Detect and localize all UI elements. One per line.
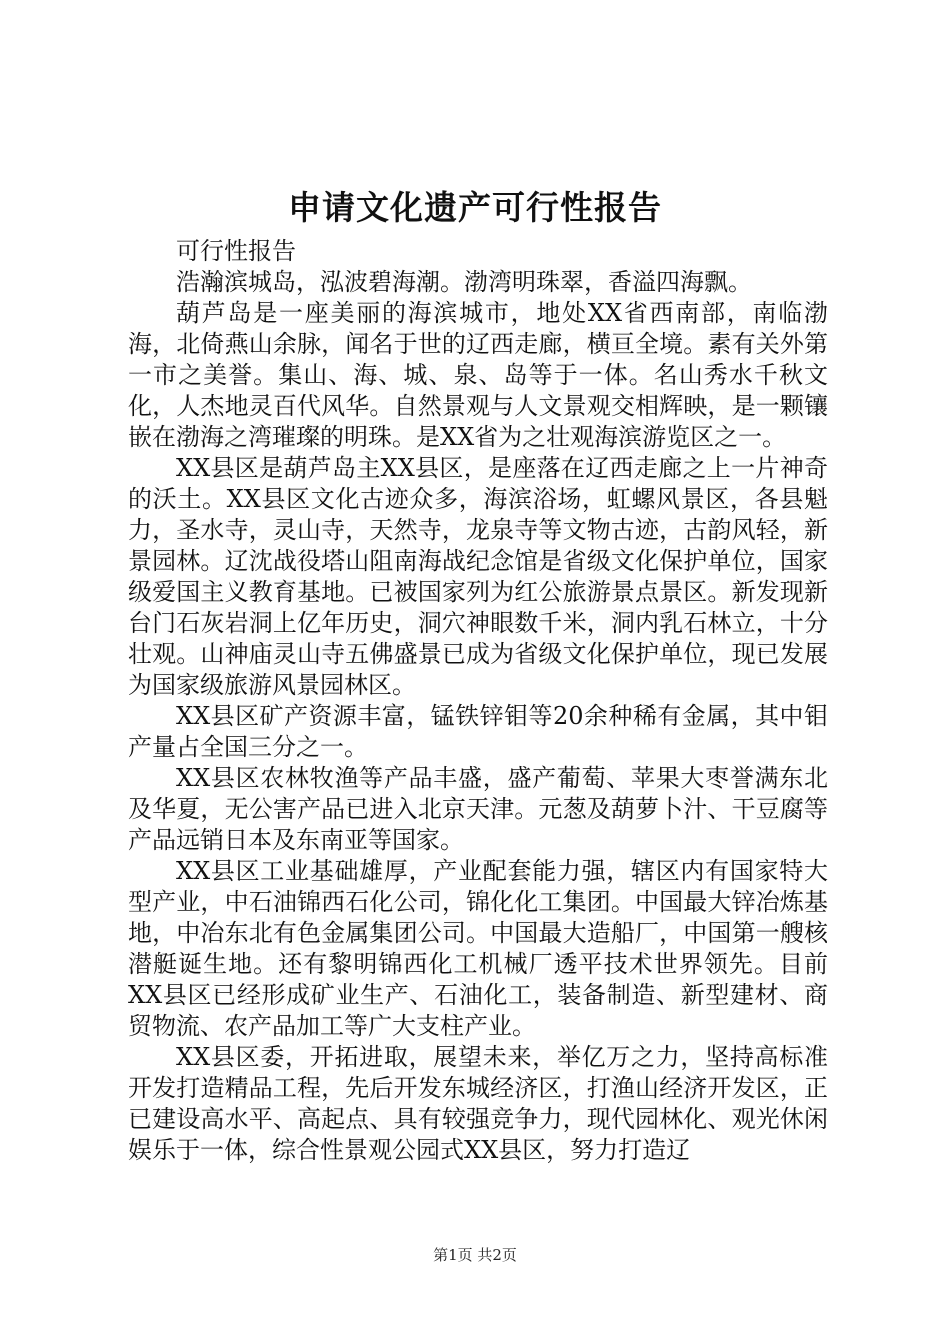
document-body bbox=[128, 236, 828, 1166]
paragraph-agriculture: XX县区农林牧渔等产品丰盛，盛产葡萄、苹果大枣誉满东北及华夏，无公害产品已进入北京天津。元葱及葫萝卜汁、干豆腐等产品远销日本及东南亚等国家。 bbox=[128, 764, 828, 854]
paragraph-industry: XX县区工业基础雄厚，产业配套能力强，辖区内有国家特大型产业，中石油锦西石化公司，锦化化工集团。中国最大锌冶炼基地，中冶东北有色金属集团公司。中国最大造船厂，中国第一艘核潜艇诞生地。还有黎明锦西化工机械厂透平技术世界领先。目前XX县区已经形成矿业生产、石油化工，装备制造、新型建材、商贸物流、农产品加工等广大支柱产业。 bbox=[128, 857, 828, 1040]
paragraph-county-culture: XX县区是葫芦岛主XX县区，是座落在辽西走廊之上一片神奇的沃土。XX县区文化古迹众多，海滨浴场，虹螺风景区，各县魁力，圣水寺，灵山寺，天然寺，龙泉寺等文物古迹，古韵风轻，新景园林。辽沈战役塔山阻南海战纪念馆是省级文化保护单位，国家级爱国主义教育基地。已被国家列为红公旅游景点景区。新发现新台门石灰岩洞上亿年历史，洞穴神眼数千米，洞内乳石林立，十分壮观。山神庙灵山寺五佛盛景已成为省级文化保护单位，现已发展为国家级旅游风景园林区。 bbox=[128, 454, 828, 699]
document-title: 申请文化遗产可行性报告 bbox=[288, 188, 662, 227]
paragraph-development: XX县区委，开拓进取，展望未来，举亿万之力，坚持高标准开发打造精品工程，先后开发东城经济区，打渔山经济开发区，正已建设高水平、高起点、具有较强竞争力，现代园林化、观光休闲娱乐于一体，综合性景观公园式XX县区，努力打造辽 bbox=[128, 1043, 828, 1164]
page-footer: 第1页 共2页 bbox=[433, 1246, 517, 1264]
paragraph-huludao-intro: 葫芦岛是一座美丽的海滨城市，地处XX省西南部，南临渤海，北倚燕山余脉，闻名于世的辽西走廊，横亘全境。素有关外第一市之美誉。集山、海、城、泉、岛等于一体。名山秀水千秋文化，人杰地灵百代风华。自然景观与人文景观交相辉映，是一颗镶嵌在渤海之湾璀璨的明珠。是XX省为之壮观海滨游览区之一。 bbox=[128, 299, 828, 451]
paragraph-subtitle: 可行性报告 bbox=[176, 237, 296, 265]
paragraph-mineral-resources: XX县区矿产资源丰富，锰铁锌钼等20余种稀有金属，其中钼产量占全国三分之一。 bbox=[128, 702, 828, 761]
paragraph-poem: 浩瀚滨城岛，泓波碧海潮。渤湾明珠翠，香溢四海飘。 bbox=[176, 268, 752, 296]
